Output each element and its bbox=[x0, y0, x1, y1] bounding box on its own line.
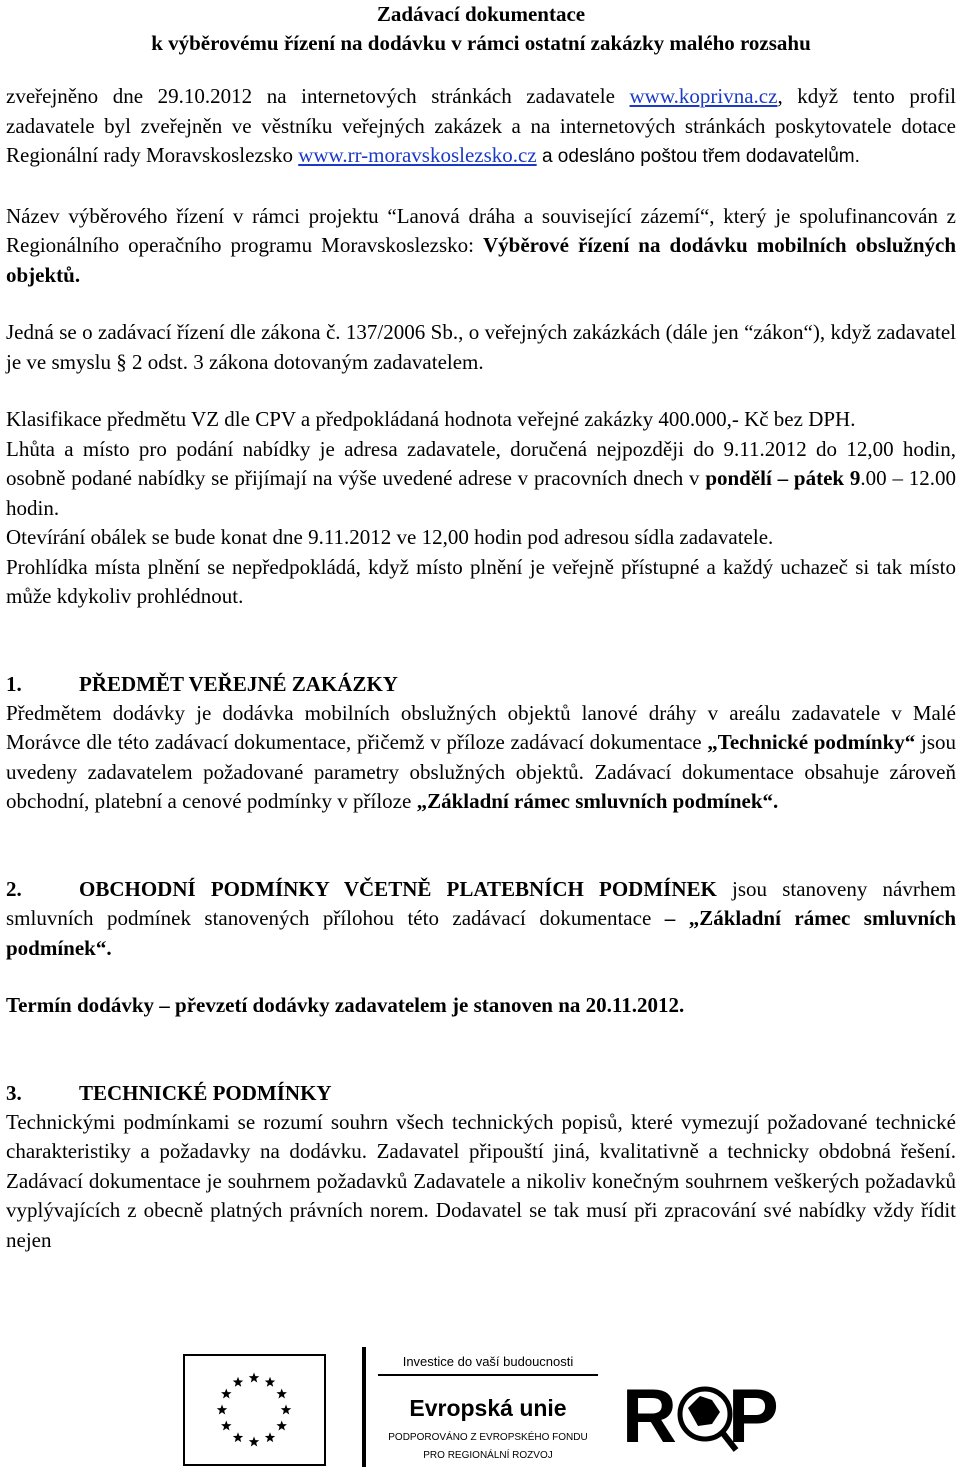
title-line-2: k výběrovému řízení na dodávku v rámci ostatní zakázky malého rozsahu bbox=[151, 31, 811, 55]
deadline-bold: pondělí – pátek 9 bbox=[705, 466, 861, 490]
eu-flag-icon bbox=[183, 1354, 326, 1466]
tender-name-paragraph bbox=[6, 202, 956, 291]
section-3-title: TECHNICKÉ PODMÍNKY bbox=[79, 1080, 332, 1105]
eu-star-icon bbox=[265, 1432, 275, 1442]
publication-text: zveřejněno dne 29.10.2012 na internetových stránkách zadavatele bbox=[6, 84, 630, 108]
eu-star-icon bbox=[233, 1432, 243, 1442]
eu-star-icon bbox=[276, 1389, 286, 1399]
eu-star-icon bbox=[249, 1437, 259, 1447]
document-page bbox=[6, 0, 956, 1255]
eu-fund-block bbox=[378, 1347, 598, 1462]
section-2-text: jsou stanoveny návrhem smluvních podmínek stanovených přílohou této zadávací dokumentace bbox=[6, 876, 957, 930]
footer-divider bbox=[362, 1347, 366, 1467]
section-3-heading bbox=[6, 1079, 956, 1108]
section-2-paragraph bbox=[6, 875, 956, 964]
deadline-paragraph bbox=[6, 435, 956, 524]
eu-star-icon bbox=[276, 1421, 286, 1431]
title-line-1: Zadávací dokumentace bbox=[376, 2, 586, 26]
section-1-bold-1: „Technické podmínky“ bbox=[707, 730, 916, 754]
eu-star-icon bbox=[281, 1405, 291, 1415]
rop-logo-icon bbox=[620, 1362, 780, 1462]
eu-text: Evropská unie bbox=[409, 1395, 567, 1421]
tender-name-bold: Výběrové řízení na dodávku mobilních obslužných objektů. bbox=[6, 233, 957, 287]
law-paragraph: Jedná se o zadávací řízení dle zákona č. 137/2006 Sb., o veřejných zakázkách (dále jen “zákon“), když zadavatel je ve smyslu § 2 odst. 3 zákona dotovaným zadavatelem. bbox=[6, 320, 956, 374]
opening-paragraph: Otevírání obálek se bude konat dne 9.11.2012 ve 12,00 hodin pod adresou sídla zadavatele. bbox=[6, 525, 774, 549]
section-1-number: 1. bbox=[6, 671, 22, 696]
publication-text-2: , když tento profil zadavatele byl zveřejněn ve věstníku veřejných zakázek a na internetových stránkách poskytovatele dotace Regionální rady Moravskoslezsko bbox=[6, 84, 956, 167]
eu-star-icon bbox=[265, 1377, 275, 1387]
section-2-bold: – „Základní rámec smluvních podmínek“. bbox=[6, 906, 956, 960]
eu-star-icon bbox=[221, 1421, 231, 1431]
footer-logos bbox=[0, 1347, 960, 1467]
deadline-text-2: .00 – 12.00 hodin. bbox=[6, 466, 956, 520]
delivery-deadline: Termín dodávky – převzetí dodávky zadavatelem je stanoven na 20.11.2012. bbox=[6, 993, 685, 1017]
section-3-text: Technickými podmínkami se rozumí souhrn všech technických popisů, které vymezují požadované technické charakteristiky a požadavky na dodávku. Zadavatel připouští jiná, kvalitativně a technicky obdobná řešení. Zadávací dokumentace je souhrnem požadavků Zadavatele a nikoliv konečným souhrnem veškerých požadavků vyplývajících z obecně platných právních norem. Dodavatel se tak musí při zpracování své nabídky vždy řídit nejen bbox=[6, 1109, 956, 1252]
deadline-text: Lhůta a místo pro podání nabídky je adresa zadavatele, doručená nejpozději do 9.11.2012 do 12,00 hodin, osobně podané nabídky se přijímají na výše uvedené adrese v pracovních dnech v bbox=[6, 436, 956, 490]
section-1-bold-2: „Základní rámec smluvních podmínek“. bbox=[416, 789, 779, 813]
inspection-paragraph: Prohlídka místa plnění se nepředpokládá, když místo plnění je veřejně přístupné a každý uchazeč si tak místo může kdykoliv prohlédnout. bbox=[6, 554, 956, 608]
svg-text:P: P bbox=[728, 1374, 779, 1459]
section-1-text-a: Předmětem dodávky je dodávka mobilních obslužných objektů lanové dráhy v areálu zadavatele v Malé Morávce dle této zadávací dokumentace, přičemž v příloze zadávací dokumentace bbox=[6, 700, 956, 754]
svg-text:R: R bbox=[622, 1374, 677, 1459]
eu-star-icon bbox=[221, 1389, 231, 1399]
slogan-rule bbox=[378, 1374, 598, 1376]
koprivna-link[interactable]: www.koprivna.cz bbox=[629, 84, 778, 108]
section-1-text bbox=[6, 699, 956, 817]
eu-star-icon bbox=[233, 1377, 243, 1387]
publication-paragraph bbox=[6, 82, 956, 172]
support-line-1: PODPOROVÁNO Z EVROPSKÉHO FONDU bbox=[388, 1432, 588, 1443]
section-2-number: 2. bbox=[6, 876, 22, 901]
tender-name-text: Název výběrového řízení v rámci projektu “Lanová dráha a související zázemí“, který je spolufinancován z Regionálního operačního programu Moravskoslezsko: bbox=[6, 203, 956, 257]
section-3-number: 3. bbox=[6, 1080, 22, 1105]
eu-star-icon bbox=[249, 1373, 259, 1383]
document-title bbox=[6, 0, 956, 58]
rr-moravskoslezsko-link[interactable]: www.rr-moravskoslezsko.cz bbox=[298, 143, 537, 167]
publication-text-3: a odesláno poštou třem dodavatelům. bbox=[536, 146, 860, 167]
support-line-2: PRO REGIONÁLNÍ ROZVOJ bbox=[423, 1450, 553, 1461]
section-2-title: OBCHODNÍ PODMÍNKY VČETNĚ PLATEBNÍCH PODMÍNEK bbox=[79, 876, 717, 901]
classification-paragraph: Klasifikace předmětu VZ dle CPV a předpokládaná hodnota veřejné zakázky 400.000,- Kč bez DPH. bbox=[6, 407, 856, 431]
section-1-title: PŘEDMĚT VEŘEJNÉ ZAKÁZKY bbox=[79, 671, 398, 696]
slogan-text: Investice do vaší budoucnosti bbox=[402, 1354, 574, 1369]
section-1-text-b: jsou uvedeny zadavatelem požadované parametry obslužných objektů. Zadávací dokumentace obsahuje zároveň obchodní, platební a cenové podmínky v příloze bbox=[6, 730, 957, 813]
eu-star-icon bbox=[217, 1405, 227, 1415]
section-1-heading bbox=[6, 670, 956, 699]
